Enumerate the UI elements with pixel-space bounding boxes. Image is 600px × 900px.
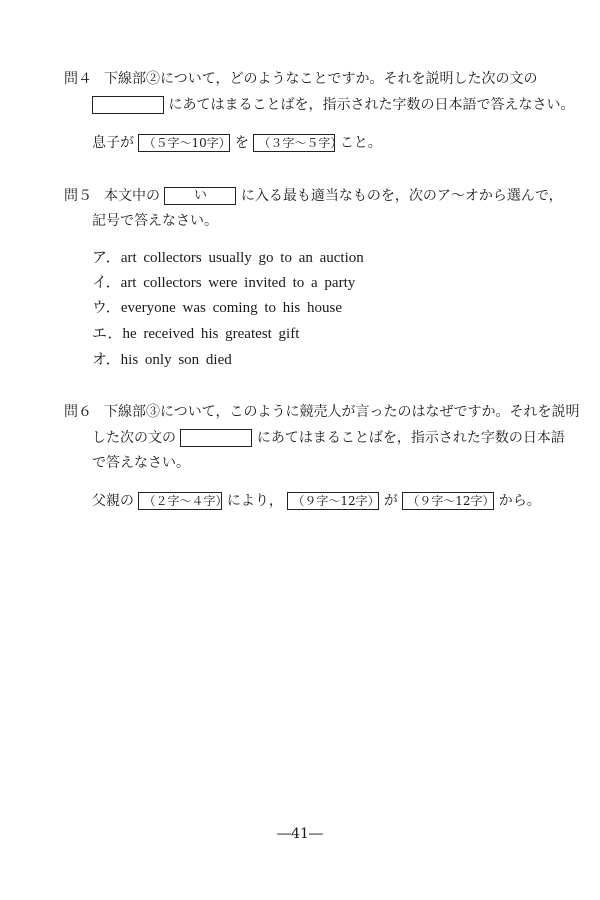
q5-line1 (64, 186, 563, 206)
option-text: he received his greatest gift (122, 326, 300, 342)
q5-number: 問５ (64, 188, 92, 204)
option-mark: ウ． (92, 300, 121, 316)
q6-text-2-prefix: した次の文の (92, 430, 176, 446)
q6-number: 問６ (64, 404, 92, 420)
q4-sentence-suffix: こと。 (339, 135, 382, 151)
page-number: ―41― (277, 826, 323, 842)
q6-answer-blank (180, 429, 252, 447)
option-mark: オ． (92, 352, 121, 368)
q5-text-suffix: に入る最も適当なものを，次のア～オから選んで， (240, 188, 563, 204)
q6-text-3: で答えなさい。 (92, 455, 190, 471)
option-text: his only son died (120, 352, 232, 368)
q6-text-2-suffix: にあてはまることばを，指示された字数の日本語 (256, 430, 565, 446)
q4-text-1: 下線部②について，どのようなことですか。それを説明した次の文の (104, 71, 538, 87)
option-text: art collectors were invited to a party (120, 275, 356, 291)
q4-box-2: （３字～５字） (253, 134, 335, 152)
q6-sentence-mid-2: が (383, 493, 398, 509)
option-mark: イ． (92, 275, 121, 291)
q5-text-2: 記号で答えなさい。 (92, 213, 218, 229)
q5-option (92, 273, 355, 293)
q4-sentence (92, 133, 382, 153)
q4-number: 問４ (64, 71, 92, 87)
q4-box-1: （５字～10字） (138, 134, 230, 152)
q5-option (92, 350, 232, 370)
q6-box-2: （９字～12字） (287, 492, 379, 510)
q6-line3 (92, 453, 190, 473)
q4-line2 (92, 95, 574, 115)
q6-sentence-prefix: 父親の (92, 493, 134, 509)
q5-line2 (92, 211, 218, 231)
q6-sentence-suffix: から。 (498, 493, 541, 509)
q4-answer-blank (92, 96, 164, 114)
q5-blank-i: い (164, 187, 236, 205)
q5-text-prefix: 本文中の (104, 188, 160, 204)
q5-option (92, 298, 342, 318)
q4-line1 (64, 69, 537, 89)
q6-line1 (64, 402, 579, 422)
q6-sentence-mid-1: により， (226, 493, 283, 509)
q6-line2 (92, 428, 565, 448)
option-text: art collectors usually go to an auction (120, 250, 364, 266)
q5-option (92, 324, 299, 344)
q6-text-1: 下線部③について，このように競売人が言ったのはなぜですか。それを説明 (104, 404, 580, 420)
q4-sentence-prefix: 息子が (92, 135, 134, 151)
q4-sentence-mid: を (234, 135, 249, 151)
option-mark: ア． (92, 250, 121, 266)
q4-text-2: にあてはまることばを，指示された字数の日本語で答えなさい。 (168, 97, 575, 113)
q6-sentence (92, 491, 541, 511)
q6-box-1: （２字～４字） (138, 492, 222, 510)
q6-box-3: （９字～12字） (402, 492, 494, 510)
option-text: everyone was coming to his house (120, 300, 343, 316)
q5-option (92, 248, 364, 268)
option-mark: エ． (92, 326, 123, 342)
